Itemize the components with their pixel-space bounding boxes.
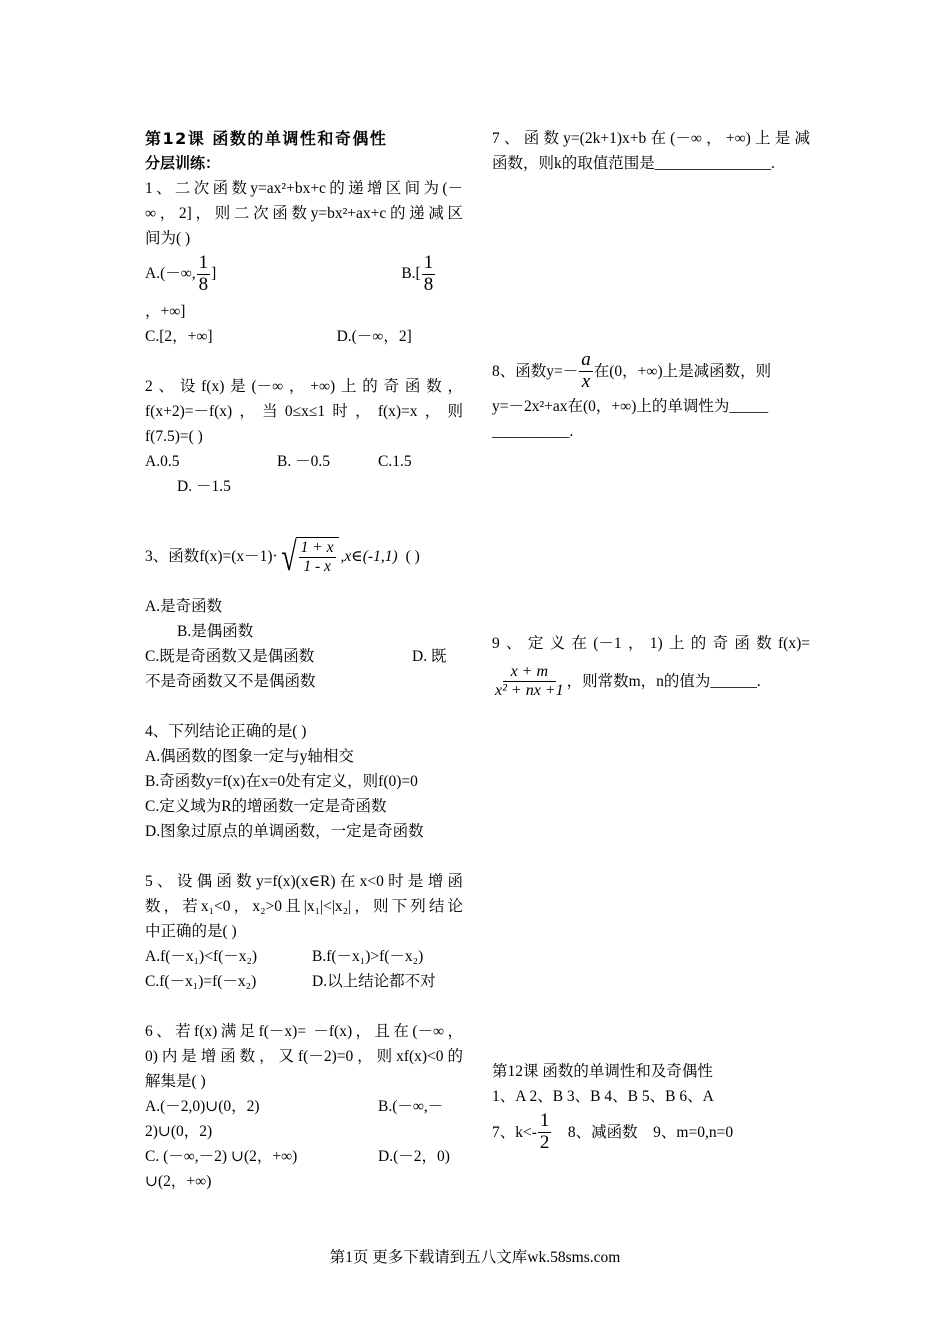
- question-5: [145, 869, 463, 994]
- q8-line2: y=－2x²+ax在(0，+∞)上的单调性为_____: [492, 398, 769, 415]
- q3-option-d-cont: 不是奇函数又不是偶函数: [145, 673, 316, 690]
- q4-option-c: C.定义域为R的增函数一定是奇函数: [145, 798, 387, 815]
- left-column: [145, 126, 463, 1194]
- q1-line2: ∞，2]，则二次函数y=bx²+ax+c的递减区: [145, 205, 463, 222]
- q2-options-abc: [145, 449, 463, 474]
- q8-line3: __________.: [492, 423, 574, 440]
- q1-options-ab: [145, 249, 463, 299]
- q5-options-ab: [145, 944, 463, 969]
- q6-option-d-cont: ∪(2，+∞): [145, 1173, 212, 1190]
- q6-options-ab: [145, 1094, 463, 1119]
- q5-line2: 数，若x₁<0，x₂>0且|x₁|<|x₂|，则下列结论: [145, 898, 463, 915]
- q6-option-d: D.(－2，0): [378, 1148, 450, 1165]
- q6-option-b-cont: 2)∪(0，2): [145, 1123, 213, 1140]
- q6-line3: 解集是( ): [145, 1073, 206, 1090]
- q2-option-d: D. －1.5: [177, 478, 231, 495]
- q1-line1: 1、二次函数y=ax²+bx+c的递增区间为(－: [145, 180, 463, 197]
- question-3: [145, 529, 463, 694]
- q7-line1: 7、函数y=(2k+1)x+b在(－∞，+∞)上是减: [492, 130, 810, 147]
- q1-option-d: D.(－∞，2]: [336, 328, 412, 345]
- q6-option-b: B.(－∞,－: [378, 1098, 444, 1115]
- question-2: [145, 374, 463, 499]
- q7-line2: 函数，则k的取值范围是_______________.: [492, 155, 775, 172]
- q6-option-a: A.(－2,0)∪(0，2): [145, 1098, 260, 1115]
- section-subtitle: 分层训练：: [145, 154, 221, 172]
- q4-option-b: B.奇函数y=f(x)在x=0处有定义，则f(0)=0: [145, 773, 418, 790]
- q3-options-cd: [145, 644, 463, 669]
- q1-option-b-cont: ，+∞]: [145, 303, 186, 320]
- q1-options-cd: [145, 324, 463, 349]
- question-1: [145, 176, 463, 349]
- q2-option-a: A.0.5: [145, 453, 180, 470]
- answer-line1: 1、A 2、B 3、B 4、B 5、B 6、A: [492, 1088, 714, 1105]
- right-column: [492, 126, 810, 1155]
- q8-stem: 8、函数y=－ $\frac{a}{x}$ 在(0，+∞)上是减函数，则: [492, 348, 772, 392]
- q1-option-a: A.(－∞, $\frac{1}{8}$ ]: [145, 251, 217, 295]
- q2-line3: f(7.5)=( ): [145, 428, 203, 445]
- q2-line1: 2、设f(x)是(－∞，+∞)上的奇函数，: [145, 378, 463, 395]
- q5-option-c: C.f(－x₁)=f(－x₂): [145, 973, 257, 990]
- q4-stem: 4、下列结论正确的是( ): [145, 723, 307, 740]
- q3-option-b: B.是偶函数: [177, 623, 254, 640]
- q9-fraction-line: $\frac{x + m}{\text{x² + nx +1}}$ ，则常数m，n的值为______.: [495, 662, 761, 699]
- question-8: [492, 348, 810, 444]
- answer-line2: 7、k<- $\frac{1}{2}$ 8、减函数 9、m=0,n=0: [492, 1109, 734, 1153]
- question-4: [145, 719, 463, 844]
- q3-option-a: A.是奇函数: [145, 598, 223, 615]
- q4-option-d: D.图象过原点的单调函数，一定是奇函数: [145, 823, 424, 840]
- sqrt-expression: √ $\frac{1 + x}{1 - x}$: [278, 537, 339, 577]
- q6-options-cd: [145, 1144, 463, 1169]
- q2-option-b: B. －0.5: [277, 453, 330, 470]
- question-6: [145, 1019, 463, 1194]
- q6-option-c: C. (－∞,－2) ∪(2，+∞): [145, 1148, 298, 1165]
- answer-key: [492, 1059, 810, 1155]
- q1-option-c: C.[2，+∞]: [145, 328, 213, 345]
- q5-option-d: D.以上结论都不对: [312, 973, 436, 990]
- q3-option-c: C.既是奇函数又是偶函数: [145, 648, 315, 665]
- q4-option-a: A.偶函数的图象一定与y轴相交: [145, 748, 354, 765]
- question-9: [492, 631, 810, 706]
- question-7: [492, 126, 810, 176]
- q5-line1: 5、设偶函数y=f(x)(x∈R)在x<0时是增函: [145, 873, 463, 890]
- q1-line3: 间为( ): [145, 230, 191, 247]
- q2-line2: f(x+2)=－f(x)，当0≤x≤1时，f(x)=x，则: [145, 403, 463, 420]
- page-title: 第12课 函数的单调性和奇偶性: [145, 129, 388, 148]
- q5-option-a: A.f(－x₁)<f(－x₂): [145, 948, 258, 965]
- q3-stem: 3、函数f(x)=(x－1)· √ $\frac{1 + x}{1 - x}$ ,x∈(-1,1) ( ): [145, 533, 420, 579]
- q6-line1: 6、若f(x)满足f(－x)= －f(x)，且在(－∞，: [145, 1023, 463, 1040]
- q1-option-b: B.[ $\frac{1}{8}$: [401, 251, 434, 295]
- q5-options-cd: [145, 969, 463, 994]
- q5-line3: 中正确的是( ): [145, 923, 237, 940]
- q3-option-d: D. 既: [412, 648, 447, 665]
- page-footer: 第1页 更多下载请到五八文库wk.58sms.com: [329, 1249, 621, 1266]
- q9-line1: 9、定义在(－1，1)上的奇函数f(x)=: [492, 635, 810, 652]
- q2-option-c: C.1.5: [378, 453, 412, 470]
- q5-option-b: B.f(－x₁)>f(－x₂): [312, 948, 424, 965]
- q6-line2: 0)内是增函数，又f(－2)=0，则xf(x)<0的: [145, 1048, 463, 1065]
- answer-title: 第12课 函数的单调性和及奇偶性: [492, 1063, 713, 1080]
